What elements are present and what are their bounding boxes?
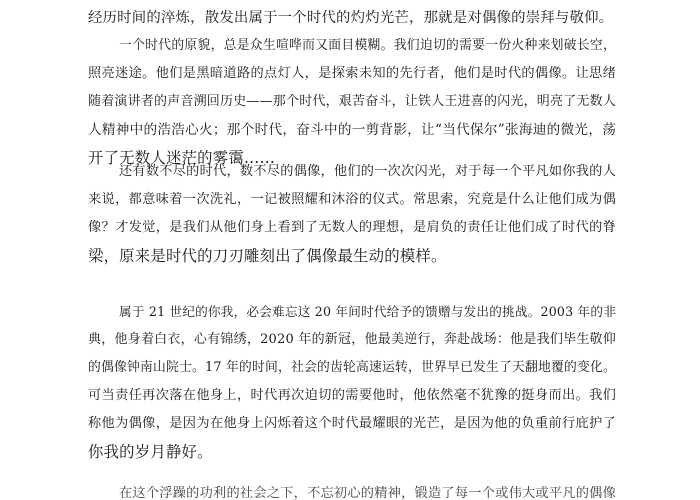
text-line: 称他为偶像，是因为在他身上闪烁着这个时代最耀眼的光芒，是因为他的负重前行庇护了 bbox=[88, 416, 616, 431]
text-line: 还有数不尽的时代，数不尽的偶像，他们的一次次闪光，对于每一个平凡如你我的人 bbox=[119, 164, 616, 179]
paragraph-zhong-nanshan bbox=[88, 298, 616, 466]
text-line: 可当责任再次落在他身上，时代再次迫切的需要他时，他依然毫不犹豫的挺身而出。我们 bbox=[88, 388, 616, 403]
paragraph-original-aspiration bbox=[88, 480, 616, 500]
paragraph-era-idols bbox=[88, 32, 616, 172]
paragraph-intro-tail bbox=[88, 4, 616, 32]
text-line: 开了无数人迷茫的雾霭…… bbox=[88, 149, 276, 167]
text-line: 你我的岁月静好。 bbox=[88, 443, 213, 461]
text-line: 随着演讲者的声音溯回历史——那个时代，艰苦奋斗，让铁人王进喜的闪光，明亮了无数人 bbox=[88, 94, 617, 109]
text-line: 来说，都意味着一次洗礼，一记被照耀和沐浴的仪式。常思索，究竟是什么让他们成为偶 bbox=[88, 192, 616, 207]
text-line: 属于 21 世纪的你我，必会难忘这 20 年间时代给予的馈赠与发出的挑战。2003 年的非 bbox=[119, 304, 616, 319]
text-line: 人精神中的浩浩心火；那个时代，奋斗中的一剪背影，让“当代保尔”张海迪的微光，荡 bbox=[88, 122, 616, 138]
text-line: 经历时间的淬炼，散发出属于一个时代的灼灼光芒，那就是对偶像的崇拜与敬仰。 bbox=[88, 10, 614, 26]
text-line: 照亮迷途。他们是黑暗道路的点灯人，是探索未知的先行者，他们是时代的偶像。让思绪 bbox=[88, 66, 616, 81]
text-line: 典，他身着白衣，心有锦绣，2020 年的新冠，他最美逆行，奔赴战场：他是我们毕生敬仰 bbox=[88, 332, 616, 347]
text-line: 在这个浮躁的功利的社会之下，不忘初心的精神，锻造了每一个或伟大或平凡的偶像 bbox=[119, 486, 616, 500]
text-line: 像？才发觉，是我们从他们身上看到了无数人的理想，是肩负的责任让他们成了时代的脊 bbox=[88, 220, 616, 235]
text-line: 一个时代的原貌，总是众生喧哗而又面目模糊。我们迫切的需要一份火种来划破长空， bbox=[119, 38, 616, 53]
text-line: 的偶像钟南山院士。17 年的时间，社会的齿轮高速运转，世界早已发生了天翻地覆的变化。 bbox=[88, 360, 616, 375]
text-line: 梁，原来是时代的刀刃雕刻出了偶像最生动的模样。 bbox=[88, 247, 447, 265]
paragraph-countless-idols bbox=[88, 158, 616, 270]
